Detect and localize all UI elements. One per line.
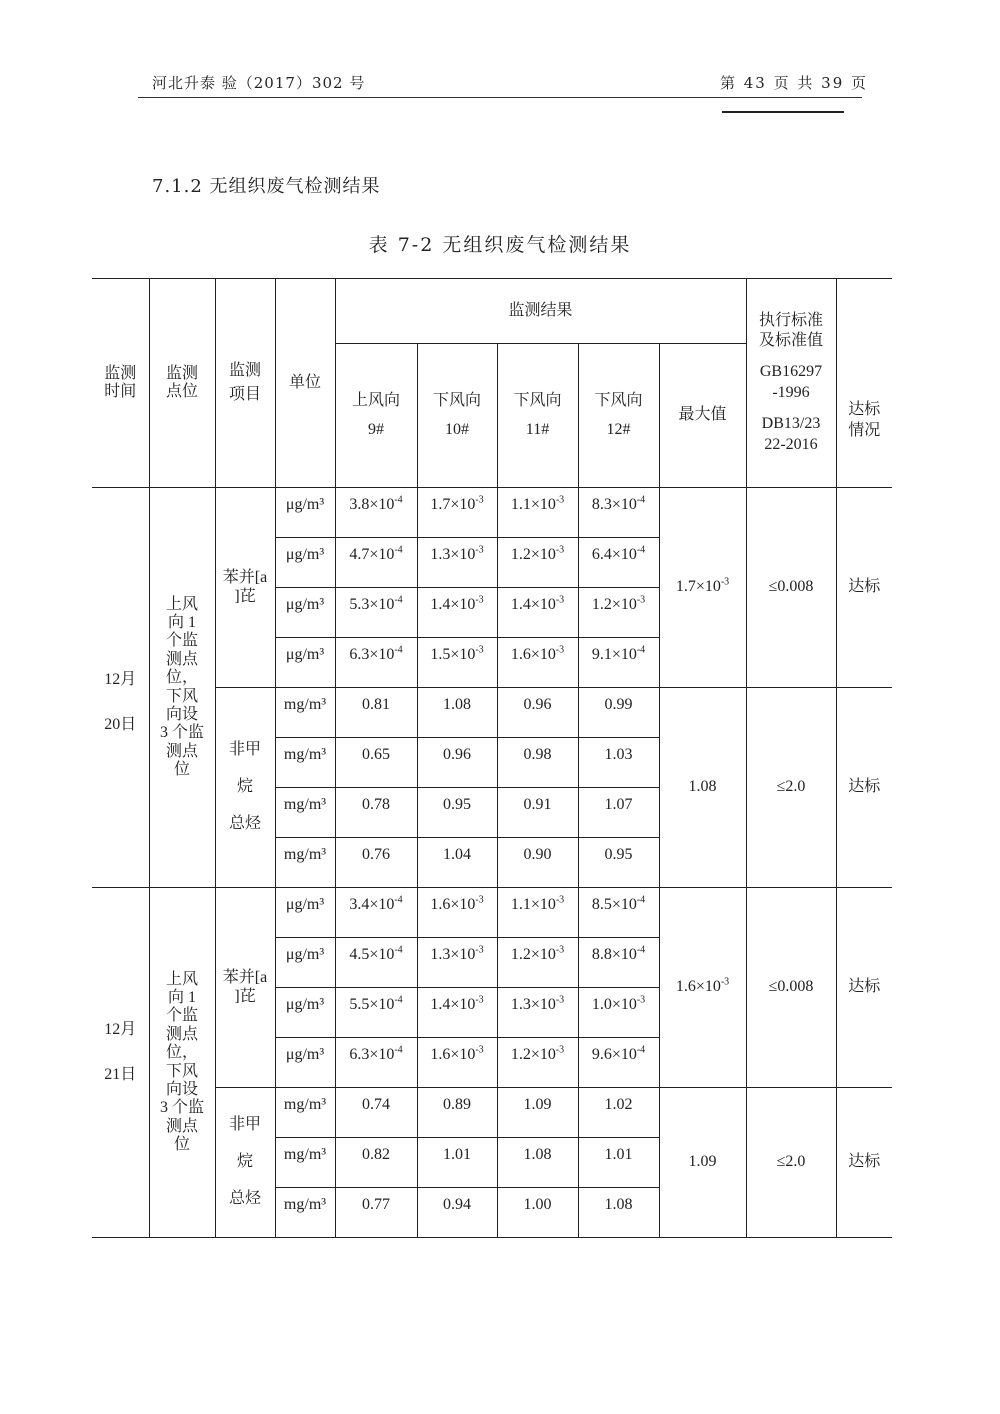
- unit-cell: μg/m³: [275, 638, 335, 688]
- max-cell: $1.7\times 10^{-3}$: [659, 488, 746, 688]
- header-result: 监测结果: [335, 279, 746, 344]
- value-cell: $1.3\times 10^{-3}$: [497, 988, 578, 1038]
- header-col-1: 上风向 9#: [335, 344, 417, 488]
- value-cell: 0.78: [335, 788, 417, 838]
- value-cell: 0.76: [335, 838, 417, 888]
- value-cell: $1.4\times 10^{-3}$: [417, 988, 497, 1038]
- value-cell: 0.74: [335, 1088, 417, 1138]
- value-cell: 0.99: [578, 688, 659, 738]
- value-cell: 0.82: [335, 1138, 417, 1188]
- date-cell: 12月 20日: [92, 488, 149, 888]
- location-cell: 上风 向 1 个监 测点 位， 下风 向设 3 个监 测点 位: [149, 488, 215, 888]
- table-row: [92, 488, 892, 538]
- header-item: 监测 项目: [215, 279, 275, 488]
- status-cell: 达标: [836, 1088, 892, 1238]
- value-cell: 1.08: [497, 1138, 578, 1188]
- header-point: 监测 点位: [149, 279, 215, 488]
- value-cell: $6.3\times 10^{-4}$: [335, 638, 417, 688]
- value-cell: $4.7\times 10^{-4}$: [335, 538, 417, 588]
- value-cell: $4.5\times 10^{-4}$: [335, 938, 417, 988]
- value-cell: 1.08: [578, 1188, 659, 1238]
- standard-cell: ≤0.008: [746, 888, 836, 1088]
- value-cell: $6.3\times 10^{-4}$: [335, 1038, 417, 1088]
- unit-cell: mg/m³: [275, 1188, 335, 1238]
- value-cell: $1.6\times 10^{-3}$: [417, 888, 497, 938]
- unit-cell: mg/m³: [275, 1138, 335, 1188]
- value-cell: $1.2\times 10^{-3}$: [497, 538, 578, 588]
- item-cell: 苯并[a ]芘: [215, 488, 275, 688]
- unit-cell: μg/m³: [275, 488, 335, 538]
- value-cell: $1.2\times 10^{-3}$: [578, 588, 659, 638]
- item-cell: 苯并[a ]芘: [215, 888, 275, 1088]
- value-cell: $1.2\times 10^{-3}$: [497, 1038, 578, 1088]
- value-cell: 0.89: [417, 1088, 497, 1138]
- unit-cell: mg/m³: [275, 688, 335, 738]
- value-cell: 0.96: [497, 688, 578, 738]
- location-cell: 上风 向 1 个监 测点 位， 下风 向设 3 个监 测点 位: [149, 888, 215, 1238]
- value-cell: $1.2\times 10^{-3}$: [497, 938, 578, 988]
- item-cell: 非甲 烷 总烃: [215, 688, 275, 888]
- value-cell: $8.5\times 10^{-4}$: [578, 888, 659, 938]
- value-cell: 0.65: [335, 738, 417, 788]
- value-cell: $9.1\times 10^{-4}$: [578, 638, 659, 688]
- value-cell: 0.98: [497, 738, 578, 788]
- value-cell: 0.91: [497, 788, 578, 838]
- value-cell: $1.6\times 10^{-3}$: [417, 1038, 497, 1088]
- date-cell: 12月 21日: [92, 888, 149, 1238]
- header-rule-short: [722, 111, 844, 113]
- value-cell: $9.6\times 10^{-4}$: [578, 1038, 659, 1088]
- value-cell: 1.03: [578, 738, 659, 788]
- value-cell: $1.1\times 10^{-3}$: [497, 488, 578, 538]
- standard-cell: ≤2.0: [746, 1088, 836, 1238]
- value-cell: 0.94: [417, 1188, 497, 1238]
- header-max: 最大值: [659, 344, 746, 488]
- unit-cell: μg/m³: [275, 988, 335, 1038]
- header-col-3: 下风向 11#: [497, 344, 578, 488]
- max-cell: 1.09: [659, 1088, 746, 1238]
- header-page-number: 第 43 页 共 39 页: [720, 74, 869, 92]
- unit-cell: mg/m³: [275, 738, 335, 788]
- value-cell: $3.8\times 10^{-4}$: [335, 488, 417, 538]
- value-cell: 1.02: [578, 1088, 659, 1138]
- unit-cell: μg/m³: [275, 538, 335, 588]
- unit-cell: mg/m³: [275, 1088, 335, 1138]
- standard-cell: ≤2.0: [746, 688, 836, 888]
- value-cell: $1.4\times 10^{-3}$: [417, 588, 497, 638]
- value-cell: $1.7\times 10^{-3}$: [417, 488, 497, 538]
- table-caption: 表 7-2 无组织废气检测结果: [368, 234, 632, 256]
- table-row: [92, 888, 892, 938]
- value-cell: 0.81: [335, 688, 417, 738]
- value-cell: 0.77: [335, 1188, 417, 1238]
- unit-cell: mg/m³: [275, 788, 335, 838]
- value-cell: 1.01: [417, 1138, 497, 1188]
- value-cell: $8.8\times 10^{-4}$: [578, 938, 659, 988]
- max-cell: $1.6\times 10^{-3}$: [659, 888, 746, 1088]
- value-cell: 1.07: [578, 788, 659, 838]
- value-cell: $5.5\times 10^{-4}$: [335, 988, 417, 1038]
- header-status: 达标 情况: [836, 279, 892, 488]
- standard-cell: ≤0.008: [746, 488, 836, 688]
- item-cell: 非甲 烷 总烃: [215, 1088, 275, 1238]
- value-cell: $1.3\times 10^{-3}$: [417, 538, 497, 588]
- header-standard: 执行标准 及标准值 GB16297 -1996 DB13/23 22-2016: [746, 279, 836, 488]
- value-cell: $6.4\times 10^{-4}$: [578, 538, 659, 588]
- unit-cell: mg/m³: [275, 838, 335, 888]
- section-title: 7.1.2 无组织废气检测结果: [152, 176, 381, 197]
- value-cell: $1.3\times 10^{-3}$: [417, 938, 497, 988]
- results-table: [92, 278, 892, 1238]
- value-cell: $1.5\times 10^{-3}$: [417, 638, 497, 688]
- value-cell: 0.90: [497, 838, 578, 888]
- value-cell: $1.4\times 10^{-3}$: [497, 588, 578, 638]
- value-cell: $1.6\times 10^{-3}$: [497, 638, 578, 688]
- value-cell: 1.01: [578, 1138, 659, 1188]
- header-unit: 单位: [275, 279, 335, 488]
- header-col-2: 下风向 10#: [417, 344, 497, 488]
- value-cell: $5.3\times 10^{-4}$: [335, 588, 417, 638]
- value-cell: $1.0\times 10^{-3}$: [578, 988, 659, 1038]
- value-cell: $1.1\times 10^{-3}$: [497, 888, 578, 938]
- header-col-4: 下风向 12#: [578, 344, 659, 488]
- value-cell: 0.95: [578, 838, 659, 888]
- max-cell: 1.08: [659, 688, 746, 888]
- header-time: 监测 时间: [92, 279, 149, 488]
- unit-cell: μg/m³: [275, 888, 335, 938]
- unit-cell: μg/m³: [275, 938, 335, 988]
- status-cell: 达标: [836, 888, 892, 1088]
- status-cell: 达标: [836, 488, 892, 688]
- value-cell: 1.04: [417, 838, 497, 888]
- value-cell: $8.3\times 10^{-4}$: [578, 488, 659, 538]
- value-cell: 0.96: [417, 738, 497, 788]
- header-rule: [138, 97, 862, 98]
- status-cell: 达标: [836, 688, 892, 888]
- value-cell: $3.4\times 10^{-4}$: [335, 888, 417, 938]
- value-cell: 0.95: [417, 788, 497, 838]
- value-cell: 1.00: [497, 1188, 578, 1238]
- unit-cell: μg/m³: [275, 1038, 335, 1088]
- unit-cell: μg/m³: [275, 588, 335, 638]
- value-cell: 1.08: [417, 688, 497, 738]
- value-cell: 1.09: [497, 1088, 578, 1138]
- header-doc-number: 河北升泰 验（2017）302 号: [152, 74, 366, 92]
